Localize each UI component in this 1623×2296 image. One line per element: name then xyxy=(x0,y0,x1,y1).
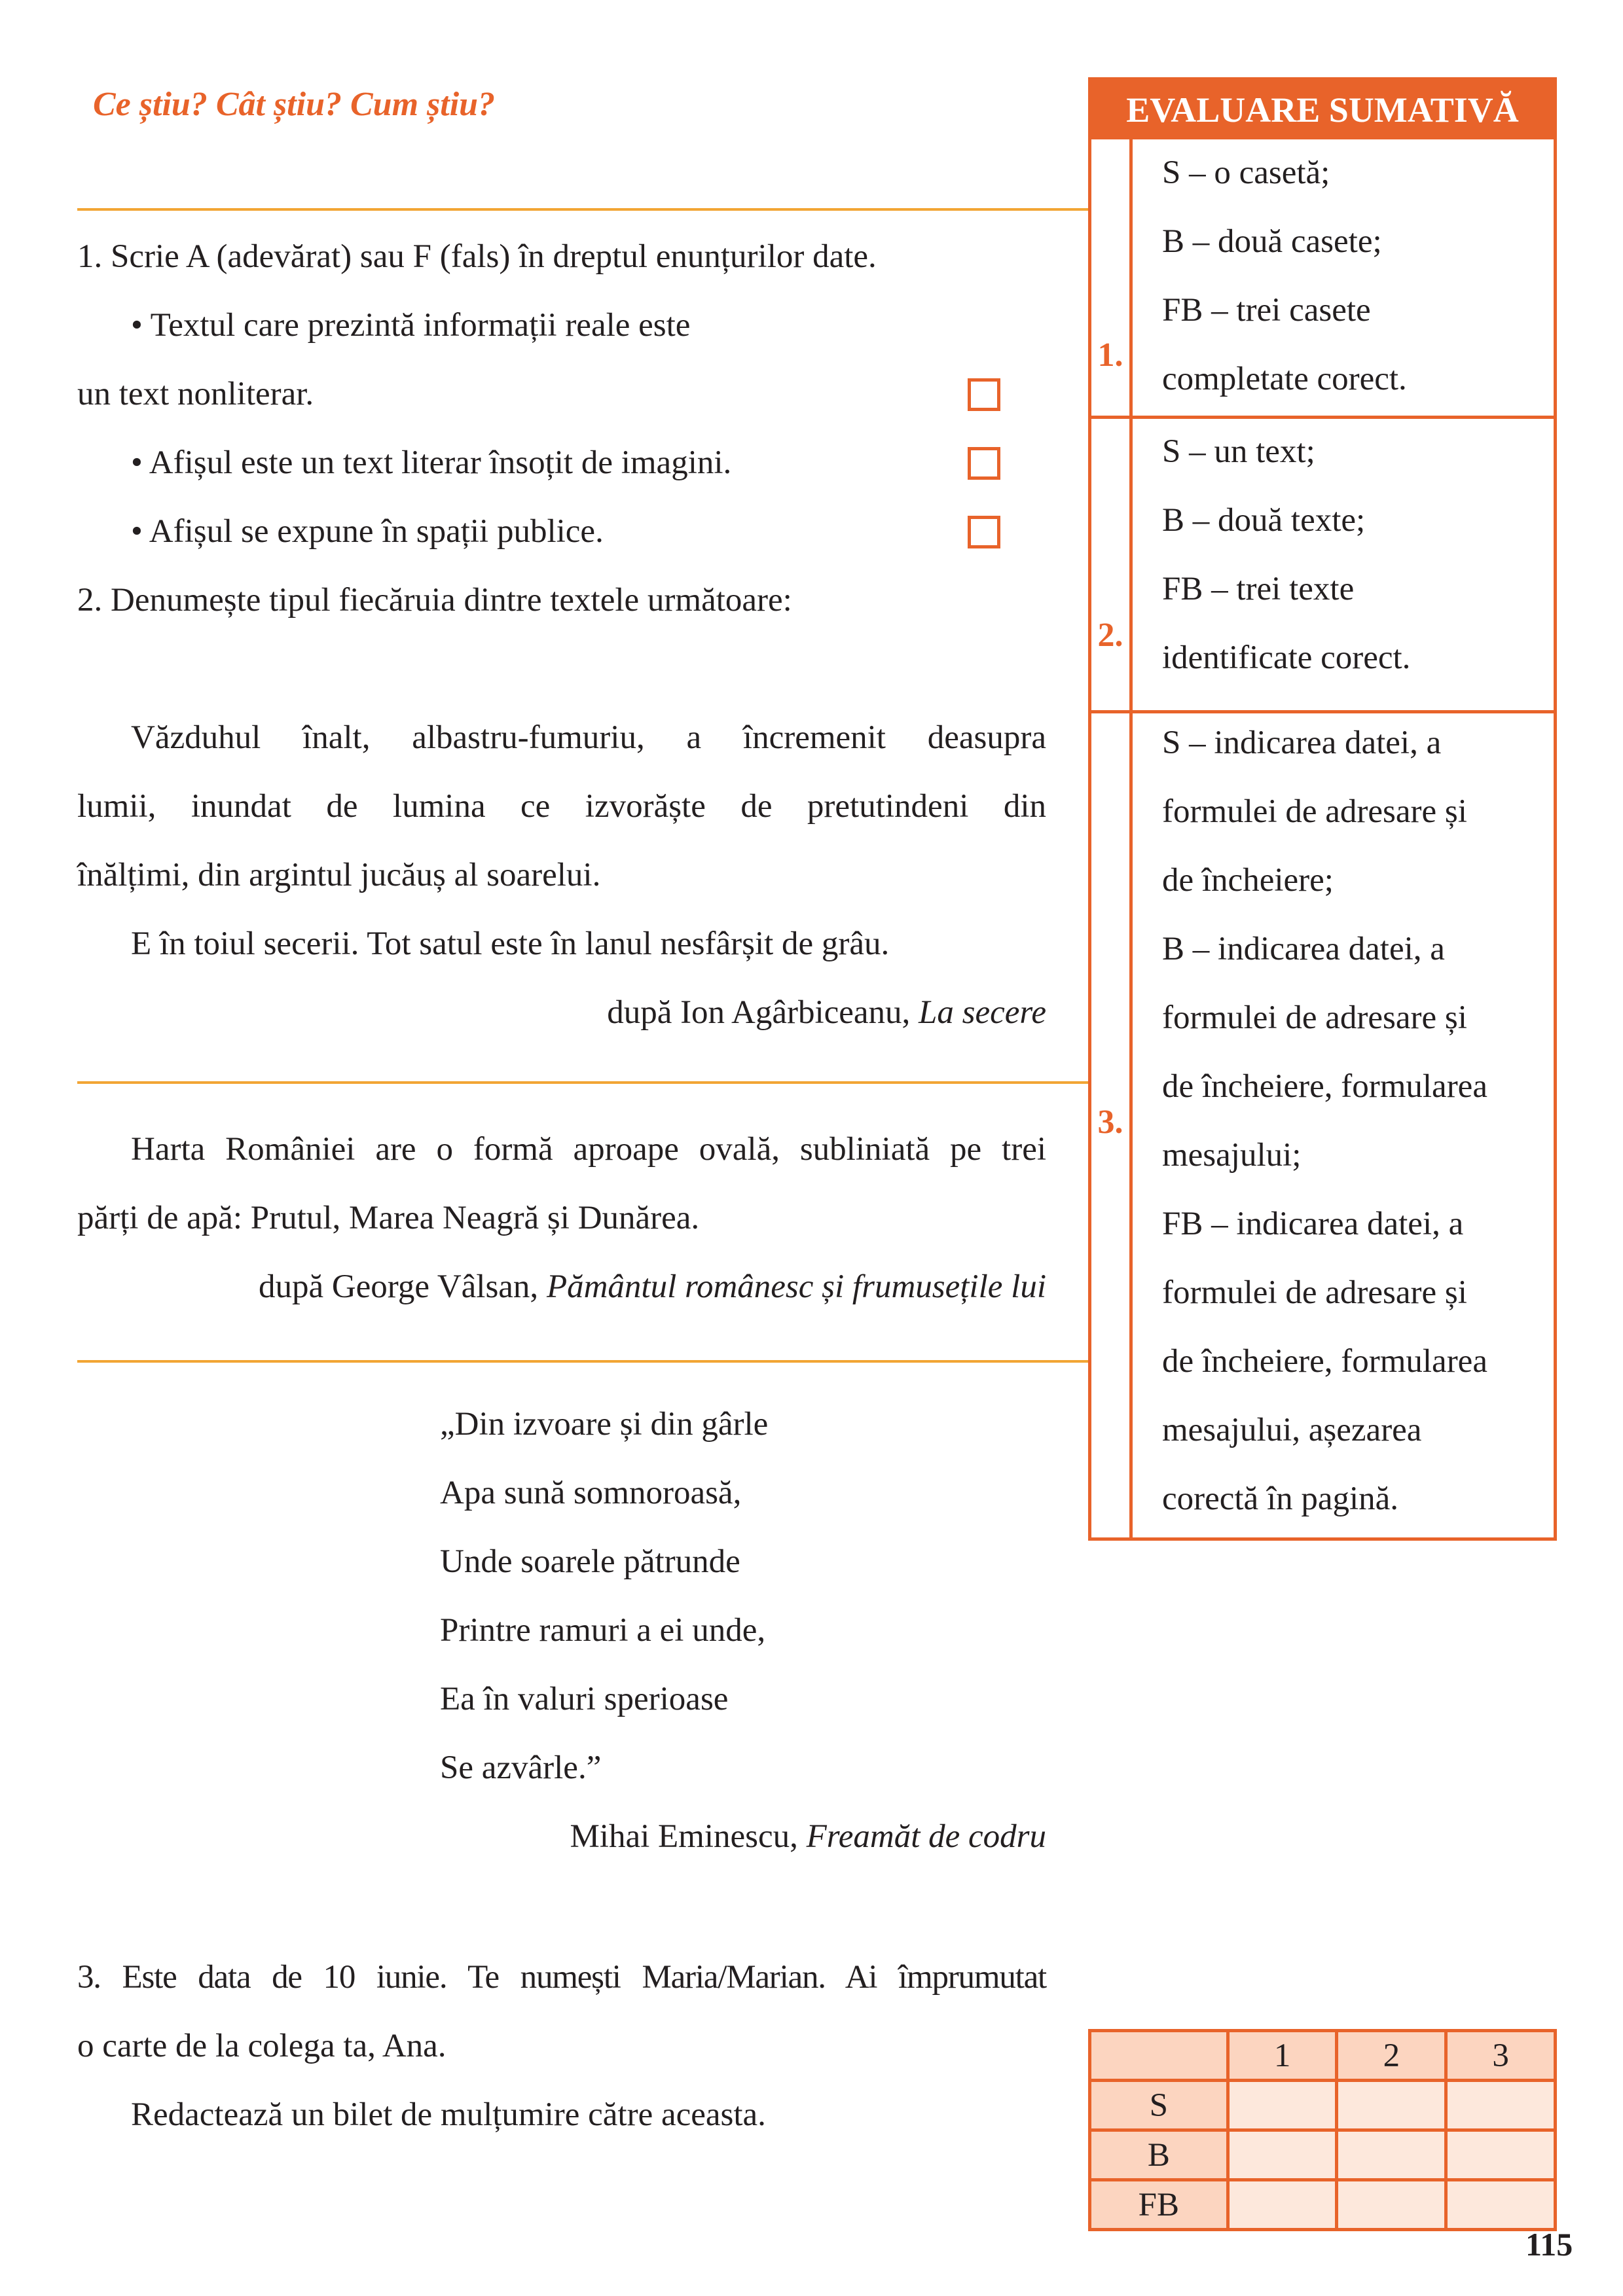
text-1-work: La secere xyxy=(919,994,1046,1031)
score-cell[interactable] xyxy=(1228,2130,1337,2180)
text-2-line: părți de apă: Prutul, Marea Neagră și Dunărea. xyxy=(77,1200,700,1236)
text-1-line: Văzduhul înalt, albastru-fumuriu, a încremenit deasupra xyxy=(131,719,1046,756)
text-1-source xyxy=(77,993,1046,1032)
evaluation-criterion: de încheiere, formularea xyxy=(1162,1068,1487,1105)
evaluation-criterion: S – indicarea datei, a xyxy=(1162,725,1442,761)
evaluation-criterion: de încheiere, formularea xyxy=(1162,1343,1487,1380)
exercise-2-prompt: 2. Denumește tipul fiecăruia dintre textele următoare: xyxy=(77,582,792,619)
exercise-3-line: o carte de la colega ta, Ana. xyxy=(77,2028,447,2064)
answer-checkbox-2[interactable] xyxy=(968,447,1000,480)
score-table-column-header: 2 xyxy=(1337,2031,1446,2081)
score-table-row xyxy=(1090,2081,1556,2130)
text-2-author: după George Vâlsan, xyxy=(258,1268,547,1305)
poem-source xyxy=(77,1817,1046,1856)
evaluation-criterion: completate corect. xyxy=(1162,361,1407,397)
evaluation-panel xyxy=(1088,77,1557,1541)
evaluation-criterion: de încheiere; xyxy=(1162,862,1334,899)
evaluation-criterion: S – o casetă; xyxy=(1162,154,1330,191)
score-cell[interactable] xyxy=(1446,2180,1556,2230)
exercise-1-item-1: • Textul care prezintă informații reale este xyxy=(131,307,691,344)
evaluation-criterion: FB – trei texte xyxy=(1162,571,1355,607)
score-table xyxy=(1088,2029,1557,2231)
evaluation-separator xyxy=(1091,710,1554,713)
score-cell[interactable] xyxy=(1228,2180,1337,2230)
score-table-column-header: 1 xyxy=(1228,2031,1337,2081)
score-cell[interactable] xyxy=(1337,2081,1446,2130)
poem-line: Printre ramuri a ei unde, xyxy=(440,1612,766,1649)
exercise-1-item-2: • Afișul este un text literar însoțit de imagini. xyxy=(131,444,732,481)
evaluation-criterion: S – un text; xyxy=(1162,433,1315,470)
evaluation-criterion: mesajului; xyxy=(1162,1137,1302,1174)
score-table-header-row xyxy=(1090,2031,1556,2081)
text-2-line: Harta României are o formă aproape ovală, subliniată pe trei xyxy=(131,1131,1046,1168)
score-cell[interactable] xyxy=(1446,2081,1556,2130)
poem-line: Se azvârle.” xyxy=(440,1749,602,1786)
answer-checkbox-3[interactable] xyxy=(968,516,1000,548)
answer-checkbox-1[interactable] xyxy=(968,378,1000,411)
score-table-row xyxy=(1090,2130,1556,2180)
text-1-author: după Ion Agârbiceanu, xyxy=(607,994,919,1031)
section-title: Ce știu? Cât știu? Cum știu? xyxy=(93,86,496,123)
evaluation-criterion: corectă în pagină. xyxy=(1162,1480,1399,1517)
text-1-line: înălțimi, din argintul jucăuș al soarelui. xyxy=(77,857,601,893)
poem-line: Unde soarele pătrunde xyxy=(440,1543,740,1580)
text-1-line: lumii, inundat de lumina ce izvorăște de pretutindeni din xyxy=(77,788,1046,825)
evaluation-criterion: FB – trei casete xyxy=(1162,292,1371,329)
exercise-3-line: Redactează un bilet de mulțumire către aceasta. xyxy=(131,2096,766,2133)
divider-middle-2 xyxy=(77,1360,1088,1363)
evaluation-criterion: B – indicarea datei, a xyxy=(1162,931,1445,967)
evaluation-title: EVALUARE SUMATIVĂ xyxy=(1091,81,1554,139)
evaluation-number-column xyxy=(1129,139,1133,1537)
evaluation-item-number: 2. xyxy=(1097,617,1123,654)
page-number: 115 xyxy=(1525,2226,1573,2263)
text-1-line: E în toiul secerii. Tot satul este în lanul nesfârșit de grâu. xyxy=(131,925,890,962)
divider-top xyxy=(77,208,1088,211)
score-table-row-header: B xyxy=(1090,2130,1228,2180)
evaluation-criterion: FB – indicarea datei, a xyxy=(1162,1206,1464,1242)
score-table-row-header: FB xyxy=(1090,2180,1228,2230)
poem-line: Ea în valuri sperioase xyxy=(440,1681,729,1717)
exercise-1-item-3: • Afișul se expune în spații publice. xyxy=(131,513,604,550)
evaluation-item-number: 3. xyxy=(1097,1103,1123,1141)
poem-author: Mihai Eminescu, xyxy=(570,1818,807,1855)
score-cell[interactable] xyxy=(1446,2130,1556,2180)
evaluation-criterion: formulei de adresare și xyxy=(1162,999,1467,1036)
score-cell[interactable] xyxy=(1337,2130,1446,2180)
exercise-1-prompt: 1. Scrie A (adevărat) sau F (fals) în dreptul enunțurilor date. xyxy=(77,238,877,275)
evaluation-separator xyxy=(1091,416,1554,419)
score-table-row xyxy=(1090,2180,1556,2230)
score-table-column-header: 3 xyxy=(1446,2031,1556,2081)
evaluation-criterion: mesajului, așezarea xyxy=(1162,1412,1422,1448)
score-table-row-header: S xyxy=(1090,2081,1228,2130)
divider-middle-1 xyxy=(77,1081,1088,1084)
poem-line: „Din izvoare și din gârle xyxy=(440,1406,769,1443)
exercise-3-line: 3. Este data de 10 iunie. Te numești Maria/Marian. Ai împrumutat xyxy=(77,1959,1046,1996)
text-2-work: Pământul românesc și frumusețile lui xyxy=(546,1268,1046,1305)
evaluation-criterion: B – două casete; xyxy=(1162,223,1382,260)
score-cell[interactable] xyxy=(1228,2081,1337,2130)
evaluation-criterion: B – două texte; xyxy=(1162,502,1366,539)
text-2-source xyxy=(77,1267,1046,1306)
poem-line: Apa sună somnoroasă, xyxy=(440,1475,742,1511)
evaluation-item-number: 1. xyxy=(1097,336,1123,374)
poem-work: Freamăt de codru xyxy=(806,1818,1046,1855)
score-table-corner xyxy=(1090,2031,1228,2081)
score-cell[interactable] xyxy=(1337,2180,1446,2230)
exercise-1-item-1-cont: un text nonliterar. xyxy=(77,376,314,412)
evaluation-criterion: formulei de adresare și xyxy=(1162,793,1467,830)
evaluation-criterion: identificate corect. xyxy=(1162,639,1411,676)
evaluation-criterion: formulei de adresare și xyxy=(1162,1274,1467,1311)
